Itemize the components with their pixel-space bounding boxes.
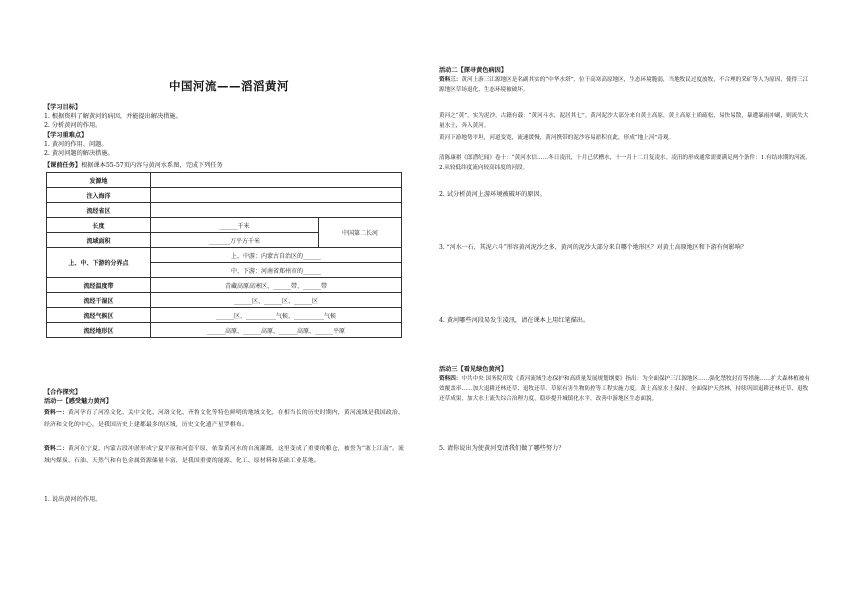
table-row xyxy=(47,188,402,203)
table-header: 发源地 xyxy=(47,173,151,188)
table-header: 上、中、下游的分界点 xyxy=(47,248,151,278)
keypoints-heading: 【学习重难点】 xyxy=(44,132,88,139)
goals-heading: 【学习目标】 xyxy=(44,104,82,111)
question-3: 3. “河水一石，其泥六斗”形容黄河泥沙之多，黄河的泥沙大部分来自哪个地形区？对黄土高原地区和下游有何影响？ xyxy=(439,244,747,251)
material-5: 黄河下游地势平坦，河道变宽，流速缓慢，黄河携带的泥沙容易淤积在此，形成“地上河”奇观。 xyxy=(439,135,675,141)
table-row xyxy=(47,218,402,233)
table-row xyxy=(47,293,402,308)
material-1-text: 黄河孕育了河湟文化、关中文化、河洛文化、齐鲁文化等特色鲜明的地域文化，在相当长的历史时期内，黄河流域是我国政治、经济和文化的中心，是我国历史上建都最多的区域，历史文化遗产星罗棋布。 xyxy=(44,410,404,428)
question-1: 1. 说出黄河的作用。 xyxy=(44,496,102,503)
pretask-text: 根据课本55-57页内容与黄河水系图，完成下列任务 xyxy=(81,162,223,169)
material-4-policy-text: 中共中央 国务院印发《黄河流域生态保护和高质量发展规划纲要》指出：为全面保护三江源地区……强化禁牧封育等措施……扩大森林植被有效覆盖率……加大退耕还林还草、退牧还草、草原有害生物防控等工程实施力度。黄土高原水土保持，全面保护天然林，持续巩固退耕还林还草、退牧还草成果，加大水土流失综合治理力度，稳步提升城镇化水平，改善中游地区生态面貌。 xyxy=(439,376,810,402)
material-3-text: 黄河上游三江源地区是名副其实的“中华水塔”，位于高寒高原地区，生态环境脆弱，当地牧民过度放牧，不合理的采矿等人为原因，使得三江源地区草场退化、生态环境被破坏。 xyxy=(439,77,809,93)
keypoint-item: 2. 黄河问题的解决措施。 xyxy=(44,150,114,157)
question-4: 4. 黄河哪些河段易发生凌汛，请在课本上用红笔描出。 xyxy=(439,317,590,324)
table-header: 流经省区 xyxy=(47,203,151,218)
table-row xyxy=(47,278,402,293)
activity1-heading: 活动一【感受魅力黄河】 xyxy=(44,398,113,405)
answer-cell[interactable]: ______区、__________气候、__________气候 xyxy=(151,308,402,323)
table-header: 流经干湿区 xyxy=(47,293,151,308)
material-3-label: 资料三： xyxy=(439,77,462,83)
activity3-heading: 活动三【看见绿色黄河】 xyxy=(439,366,508,373)
answer-cell[interactable]: ______区、______区、______区 xyxy=(151,293,402,308)
page-title: 中国河流——滔滔黄河 xyxy=(169,79,289,93)
material-4-label: 资料四： xyxy=(439,376,462,382)
rank-cell: 中国第二长河 xyxy=(319,218,402,248)
answer-cell[interactable]: _______万平方千米 xyxy=(151,233,319,248)
material-1 xyxy=(44,407,406,431)
answer-cell[interactable] xyxy=(151,203,402,218)
material-3 xyxy=(439,75,811,95)
table-row xyxy=(47,323,402,338)
table-header: 流经地形区 xyxy=(47,323,151,338)
material-6: 清陈康祺《郎潜纪闻》卷十：“黄河水信……冬日凌汛，十月已伏槽水，十一月十二月复凌水。凌汛的形成通常需要满足两个条件：1.有结冰期的河流。2.从较低纬度流向较高纬度的河段。 xyxy=(439,155,811,171)
question-5: 5. 请你说出为使黄河变清我们做了哪些努力？ xyxy=(439,445,565,452)
answer-cell[interactable]: 上、中游：内蒙古自治区的______ xyxy=(151,248,402,263)
table-header: 注入海洋 xyxy=(47,188,151,203)
material-4-policy xyxy=(439,374,811,404)
table-header: 长度 xyxy=(47,218,151,233)
pretask-heading: 【课前任务】 xyxy=(44,162,82,169)
answer-cell[interactable] xyxy=(151,188,402,203)
answer-cell[interactable]: 青藏高原高寒区、______带、______带 xyxy=(151,278,402,293)
material-1-label: 资料一： xyxy=(44,410,68,416)
table-row xyxy=(47,203,402,218)
material-2-label: 资料二： xyxy=(44,446,68,452)
answer-cell[interactable]: 中、下游：河南省郑州市的______ xyxy=(151,263,402,278)
coop-heading: 【合作探究】 xyxy=(44,389,82,396)
goal-item: 1. 根据资料了解黄河的病因，并能提出解决措施。 xyxy=(44,113,182,120)
table-header: 流经气候区 xyxy=(47,308,151,323)
table-row xyxy=(47,173,402,188)
activity2-heading: 活动二【探寻黄色病因】 xyxy=(439,67,508,74)
table-row xyxy=(47,248,402,263)
material-4: 黄河之“黄”，实为泥沙，古籍有载：“黄河斗水，泥居其七”。黄河泥沙大部分来自黄土高原，黄土高原土质疏松，易快易散，暴遭暴雨冲刷，则流失大量水土，奔入黄河。 xyxy=(439,113,809,129)
material-2-text: 黄河在宁夏、内蒙古段冲淤形成宁夏平原和河套平原，依靠黄河水的自流灌溉，这里变成了重要的粮仓，被誉为“塞上江南”。流域内煤炭、石油、天然气和有色金属资源储量丰富，是我国重要的能源、化工、原材料和基础工业基地。 xyxy=(44,446,405,464)
answer-cell[interactable] xyxy=(151,173,402,188)
pretask-line xyxy=(44,162,223,170)
task-table xyxy=(46,172,402,338)
table-header: 流域面积 xyxy=(47,233,151,248)
question-2: 2. 试分析黄河上游环境被破坏的原因。 xyxy=(439,191,546,198)
table-header: 流经温度带 xyxy=(47,278,151,293)
answer-cell[interactable]: ______千米 xyxy=(151,218,319,233)
material-2 xyxy=(44,443,406,467)
answer-cell[interactable]: ______高原、______高原、______高原、______平原 xyxy=(151,323,402,338)
table-row xyxy=(47,308,402,323)
goal-item: 2. 分析黄河的作用。 xyxy=(44,122,102,129)
keypoint-item: 1. 黄河的作用、问题。 xyxy=(44,141,108,148)
